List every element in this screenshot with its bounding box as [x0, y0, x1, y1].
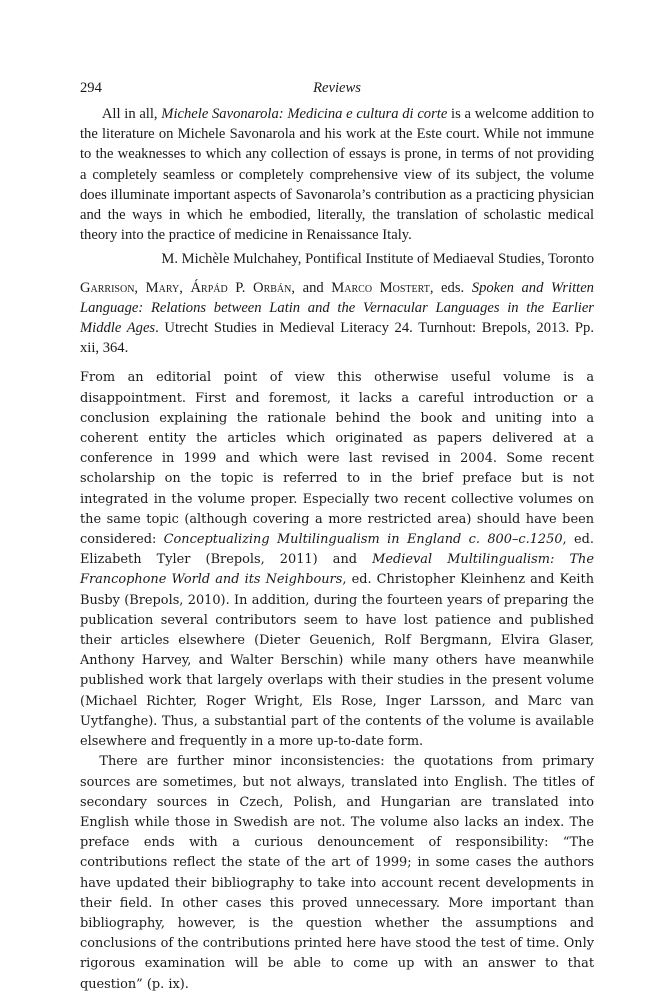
editor-name: Árpád P. Orbán — [190, 279, 292, 296]
text-run: , ed. Christopher Kleinhenz and Keith Busby (Brepols, 2010). In addition, during the fourteen years of preparing the publication several contributors seem to have lost patience and published their articles elsewhere (Dieter Geuenich, Rolf Bergmann, Elvira Glaser, Anthony Harvey, and Walter Berschin) while many others have meanwhile published work that largely overlaps with their studies in the present volume (Michael Richter, Roger Wright, Els Rose, Inger Larsson, and Marc van Uytfanghe). Thus, a substantial part of the contents of the volume is available elsewhere and frequently in a more up-to-date form. — [80, 572, 594, 750]
publication-details: . Utrecht Studies in Medieval Literacy 24. Turnhout: Brepols, 2013. Pp. xii, 364. — [80, 320, 594, 357]
text-run: , eds. — [429, 279, 472, 296]
running-head: Reviews — [313, 80, 361, 96]
book-title: Michele Savonarola: Medicina e cultura di corte — [161, 106, 448, 122]
reviewer-signature: M. Michèle Mulchahey, Pontifical Institute of Mediaeval Studies, Toronto — [161, 251, 594, 268]
book-title: Spoken and Written Language: Relations between Latin and the Vernacular Languages in the Earlier Middle Ages — [80, 279, 594, 337]
cited-title: Conceptualizing Multilingualism in England c. 800–c.1250 — [163, 532, 563, 548]
text-run: All in all, — [101, 106, 162, 122]
text-run: From an editorial point of view this otherwise useful volume is a disappointment. First and foremost, it lacks a careful introduction or a conclusion explaining the rationale behind the book and uniting into a coherent entity the articles which originated as papers delivered at a conference in 1999 and which were last revised in 2004. Some recent scholarship on the topic is referred to in the brief preface but is not integrated in the volume proper. Especially two recent collective volumes on the same topic (although covering a more restricted area) should have been considered: — [80, 370, 594, 548]
review-conclusion-paragraph — [80, 104, 594, 245]
page-number: 294 — [80, 80, 102, 96]
bibliographic-entry — [80, 278, 594, 359]
review-paragraph: There are further minor inconsistencies: the quotations from primary sources are sometimes, but not always, translated into English. The titles of secondary sources in Czech, Polish, and Hungarian are translated into English while those in Swedish are not. The volume also lacks an index. The preface ends with a curious denouncement of responsibility: “The contributions reflect the state of the art of 1999; in some cases the authors have updated their bibliography to take into account recent developments in their field. In other cases this proved unnecessary. More important than bibliography, however, is the question whether the assumptions and conclusions of the contributions printed here have stood the test of time. Only rigorous examination will be able to come up with an answer to that question” (p. ix). — [80, 754, 594, 992]
text-run: , and — [291, 279, 332, 296]
editor-name: Marco Mostert — [331, 279, 430, 296]
review-paragraph — [80, 368, 594, 752]
text-run: , ed. Elizabeth Tyler (Brepols, 2011) and — [80, 532, 594, 568]
editor-name: Garrison, Mary — [80, 279, 180, 296]
text-run: , — [179, 279, 191, 296]
cited-title: Medieval Multilingualism: The Francophone World and its Neighbours — [80, 552, 594, 588]
text-run: is a welcome addition to the literature on Michele Savonarola and his work at the Este court. While not immune to the weaknesses to which any collection of essays is prone, in terms of not providing a completely seamless or completely comprehensive view of its subject, the volume does illuminate important aspects of Savonarola’s contribution as a practicing physician and the ways in which he embodied, literally, the translation of scholastic medical theory into the practice of medicine in Renaissance Italy. — [80, 106, 595, 244]
page-header — [80, 78, 594, 100]
